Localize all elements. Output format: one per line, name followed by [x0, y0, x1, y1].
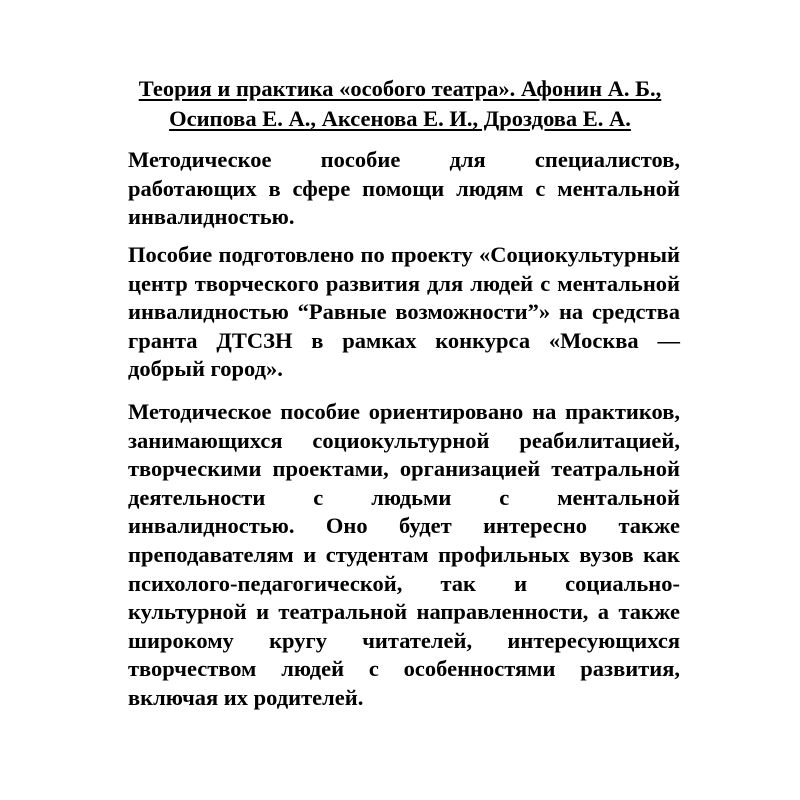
paragraph-audience [128, 398, 680, 713]
paragraph-text: Методическое пособие ориентировано на практиков, занимающихся социокультурной реабилитацией, творческими проектами, организацией театральной деятельности с людьми с ментальной инвалидностью. Оно будет интересно также преподавателям и студентам профильных вузов как психолого-педагогической, так и социально-культурной и театральной направленности, а также широкому кругу читателей, интересующихся творчеством людей с особенностями развития, включая их родителей. [128, 399, 680, 710]
title-line-2: Осипова Е. А., Аксенова Е. И., Дроздова Е. А. [169, 106, 631, 131]
paragraph-description [128, 146, 680, 232]
document-title [0, 74, 800, 134]
paragraph-project [128, 241, 680, 384]
paragraph-text: Пособие подготовлено по проекту «Социокультурный центр творческого развития для людей с ментальной инвалидностью “Равные возможности”» на средства гранта ДТСЗН в рамках конкурса «Москва — добрый город». [128, 242, 680, 382]
paragraph-text: Методическое пособие для специалистов, работающих в сфере помощи людям с ментальной инвалидностью. [128, 147, 680, 230]
title-line-1: Теория и практика «особого театра». Афонин А. Б., [138, 76, 662, 101]
